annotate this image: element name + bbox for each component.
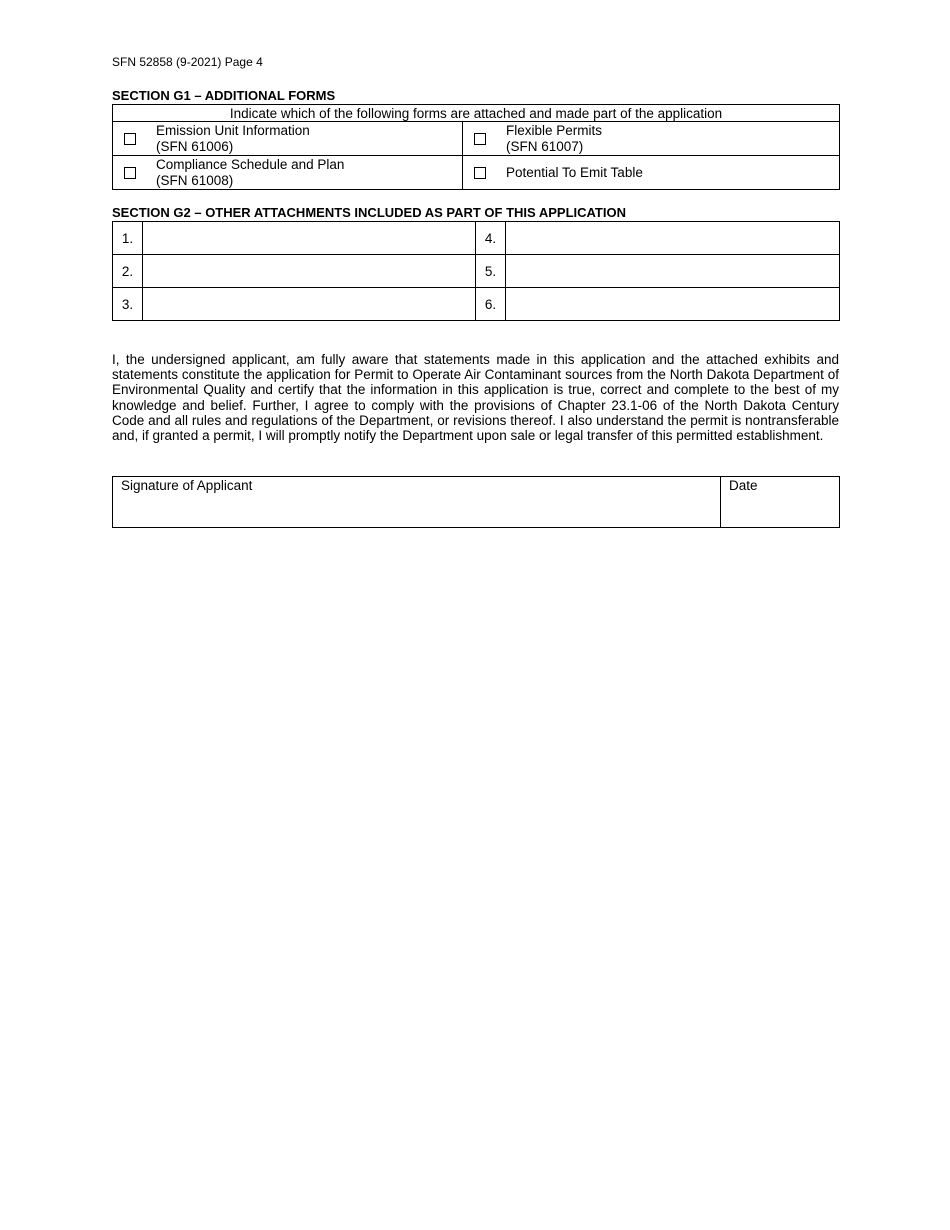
form-option-number: (SFN 61006) [156,138,234,154]
form-option-label: Flexible Permits [506,122,603,138]
attachment-3-field[interactable] [143,288,476,321]
form-option-number: (SFN 61007) [506,138,584,154]
other-attachments-table [112,221,840,321]
attachment-1-field[interactable] [143,222,476,255]
attachment-number: 4. [476,222,506,255]
section-g2-title: SECTION G2 – OTHER ATTACHMENTS INCLUDED AS PART OF THIS APPLICATION [112,205,626,220]
flexible-permits-checkbox[interactable] [474,133,486,145]
attachment-number: 5. [476,255,506,288]
form-id-header: SFN 52858 (9-2021) Page 4 [112,55,263,69]
attachment-number: 2. [113,255,143,288]
form-option-compliance-schedule [113,156,463,190]
attachment-number: 3. [113,288,143,321]
signature-field[interactable] [113,477,721,528]
form-option-potential-to-emit [463,156,840,190]
signature-table [112,476,840,528]
additional-forms-instruction: Indicate which of the following forms are attached and made part of the application [113,105,840,122]
attachment-4-field[interactable] [506,222,840,255]
attachment-number: 6. [476,288,506,321]
signature-label: Signature of Applicant [121,478,253,493]
additional-forms-table [112,104,840,190]
date-field[interactable] [721,477,840,528]
attachment-2-field[interactable] [143,255,476,288]
form-option-number: (SFN 61008) [156,172,234,188]
section-g1-title: SECTION G1 – ADDITIONAL FORMS [112,88,336,103]
attachment-5-field[interactable] [506,255,840,288]
attachment-number: 1. [113,222,143,255]
table-row [113,288,840,321]
date-label: Date [729,478,758,493]
form-option-label: Emission Unit Information [156,122,310,138]
form-option-flexible-permits [463,122,840,156]
form-option-label: Potential To Emit Table [506,164,643,180]
table-row [113,222,840,255]
potential-to-emit-checkbox[interactable] [474,167,486,179]
emission-unit-checkbox[interactable] [124,133,136,145]
form-option-emission-unit [113,122,463,156]
table-row [113,255,840,288]
compliance-schedule-checkbox[interactable] [124,167,136,179]
attachment-6-field[interactable] [506,288,840,321]
certification-statement: I, the undersigned applicant, am fully aware that statements made in this application and the attached exhibits and statements constitute the application for Permit to Operate Air Contaminant sources from the North Dakota Department of Environmental Quality and certify that the information in this application is true, correct and complete to the best of my knowledge and belief. Further, I agree to comply with the provisions of Chapter 23.1-06 of the North Dakota Century Code and all rules and regulations of the Department, or revisions thereof. I also understand the permit is nontransferable and, if granted a permit, I will promptly notify the Department upon sale or legal transfer of this permitted establishment. [112,352,839,444]
form-option-label: Compliance Schedule and Plan [156,156,345,172]
